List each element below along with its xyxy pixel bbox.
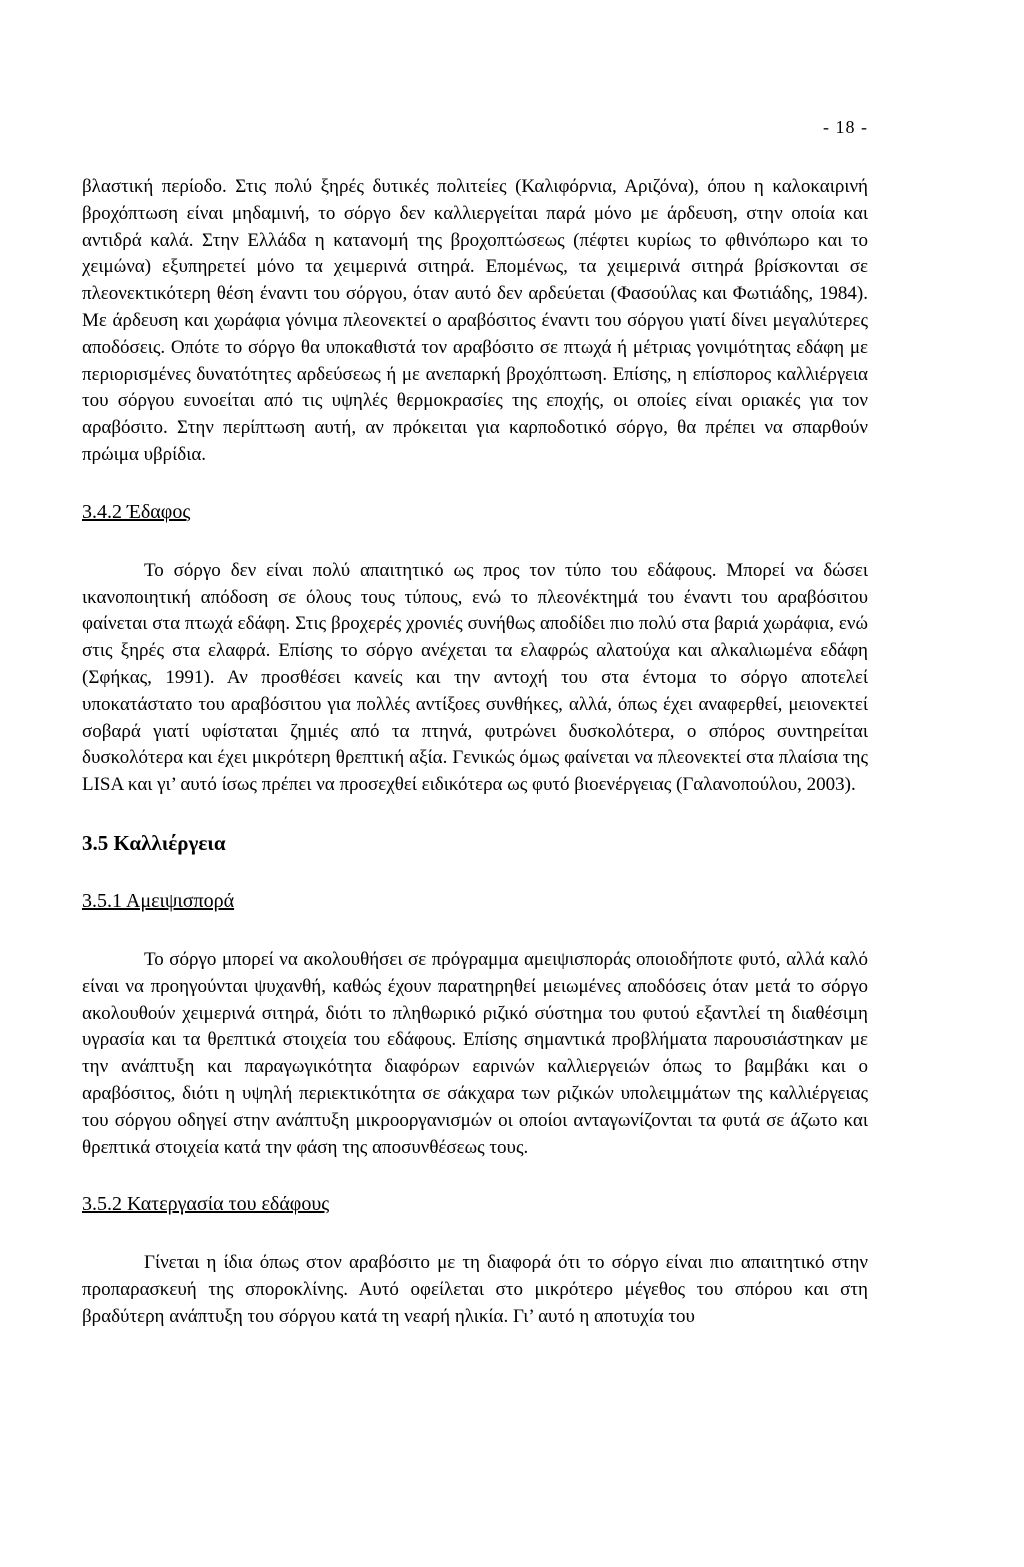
heading-3-4-2-soil: 3.4.2 Έδαφος — [82, 500, 191, 523]
paragraph-growing-season: βλαστική περίοδο. Στις πολύ ξηρές δυτικές πολιτείες (Καλιφόρνια, Αριζόνα), όπου η καλοκαιρινή βροχόπτωση είναι μηδαμινή, το σόργο δεν καλλιεργείται παρά μόνο με άρδευση, στην οποία και αντιδρά καλά. Στην Ελλάδα η κατανομή της βροχοπτώσεως (πέφτει κυρίως το φθινόπωρο και το χειμώνα) εξυπηρετεί μόνο τα χειμερινά σιτηρά. Επομένως, τα χειμερινά σιτηρά βρίσκονται σε πλεονεκτικότερη θέση έναντι του σόργου, όταν αυτό δεν αρδεύεται (Φασούλας και Φωτιάδης, 1984). Με άρδευση και χωράφια γόνιμα πλεονεκτεί ο αραβόσιτος έναντι του σόργου γιατί δίνει μεγαλύτερες αποδόσεις. Οπότε το σόργο θα υποκαθιστά τον αραβόσιτο σε πτωχά ή μέτριας γονιμότητας εδάφη με περιορισμένες δυνατότητες αρδεύσεως ή με ανεπαρκή βροχόπτωση. Επίσης, η επίσπορος καλλιέργεια του σόργου ευνοείται από τις υψηλές θερμοκρασίες της εποχής, οι οποίες είναι οριακές για τον αραβόσιτο. Στην περίπτωση αυτή, αν πρόκειται για καρποδοτικό σόργο, θα πρέπει να σπαρθούν πρώιμα υβρίδια. — [82, 176, 868, 465]
paragraph-soil-tillage: Γίνεται η ίδια όπως στον αραβόσιτο με τη διαφορά ότι το σόργο είναι πιο απαιτητικό στην προπαρασκευή της σποροκλίνης. Αυτό οφείλεται στο μικρότερο μέγεθος του σπόρου και στη βραδύτερη ανάπτυξη του σόργου κατά τη νεαρή ηλικία. Γι’ αυτό η αποτυχία του — [82, 1252, 868, 1327]
page-content — [82, 174, 868, 1331]
heading-3-5-cultivation: 3.5 Καλλιέργεια — [82, 830, 226, 855]
paragraph-soil: Το σόργο δεν είναι πολύ απαιτητικό ως προς τον τύπο του εδάφους. Μπορεί να δώσει ικανοποιητική απόδοση σε όλους τους τύπους, ενώ το πλεονέκτημά του έναντι του αραβόσιτου φαίνεται στα πτωχά εδάφη. Στις βροχερές χρονιές συνήθως αποδίδει πιο πολύ στα βαριά χωράφια, ενώ στις ξηρές στα ελαφρά. Επίσης το σόργο ανέχεται τα ελαφρώς αλατούχα και αλκαλιωμένα εδάφη (Σφήκας, 1991). Αν προσθέσει κανείς και την αντοχή του στα έντομα το σόργο αποτελεί υποκατάστατο του αραβόσιτου για πολλές αντίξοες συνθήκες, αλλά, όπως έχει αναφερθεί, μειονεκτεί σοβαρά γιατί υφίσταται ζημιές από τα πτηνά, φυτρώνει δυσκολότερα, ο σπόρος συντηρείται δυσκολότερα και έχει μικρότερη θρεπτική αξία. Γενικώς όμως φαίνεται να πλεονεκτεί στα πλαίσια της LISA και γι’ αυτό ίσως πρέπει να προσεχθεί ειδικότερα ως φυτό βιοενέργειας (Γαλανοπούλου, 2003). — [82, 559, 868, 796]
paragraph-crop-rotation: Το σόργο μπορεί να ακολουθήσει σε πρόγραμμα αμειψισποράς οποιοδήποτε φυτό, αλλά καλό είναι να προηγούνται ψυχανθή, καθώς έχουν παρατηρηθεί μειωμένες αποδόσεις όταν μετά το σόργο ακολουθούν χειμερινά σιτηρά, διότι το πληθωρικό ριζικό σύστημα του φυτού εξαντλεί τη διαθέσιμη υγρασία και τα θρεπτικά στοιχεία του εδάφους. Επίσης σημαντικά προβλήματα παρουσιάστηκαν με την ανάπτυξη και παραγωγικότητα διαφόρων εαρινών καλλιεργειών όπως το βαμβάκι και ο αραβόσιτος, διότι η υψηλή περιεκτικότητα σε σάκχαρα των ριζικών υπολειμμάτων της καλλιέργειας του σόργου οδηγεί στην ανάπτυξη μικροοργανισμών οι οποίοι ανταγωνίζονται τα φυτά σε άζωτο και θρεπτικά στοιχεία κατά την φάση της αποσυνθέσεως τους. — [82, 948, 868, 1158]
heading-3-5-2-soil-tillage: 3.5.2 Κατεργασία του εδάφους — [82, 1193, 330, 1216]
page-number: - 18 - — [823, 117, 868, 137]
heading-3-5-1-crop-rotation: 3.5.1 Αμειψισπορά — [82, 889, 235, 912]
